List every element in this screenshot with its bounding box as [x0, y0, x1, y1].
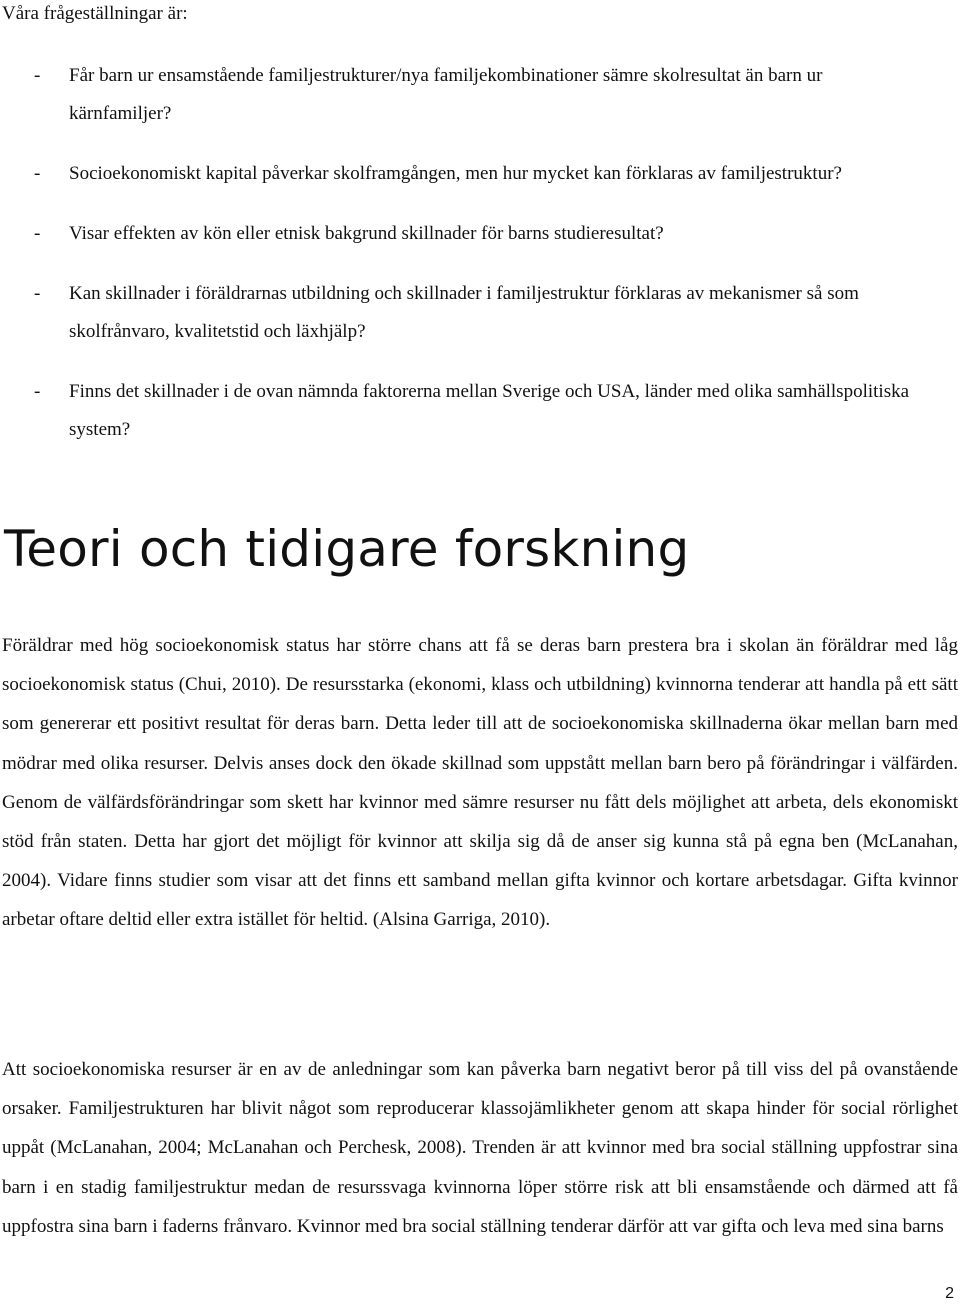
page-number: 2 — [945, 1285, 954, 1302]
list-dash: - — [34, 381, 41, 402]
list-item — [0, 215, 960, 253]
question-text: Socioekonomiskt kapital påverkar skolframgången, men hur mycket kan förklaras av familjestruktur? — [69, 163, 842, 184]
list-item — [0, 275, 960, 351]
body-paragraph: Föräldrar med hög socioekonomisk status har större chans att få se deras barn prestera bra i skolan än föräldrar med låg socioekonomisk status (Chui, 2010). De resursstarka (ekonomi, klass och utbildning) kvinnorna tenderar att handla på ett sätt som genererar ett positivt resultat för deras barn. Detta leder till att de socioekonomiska skillnaderna ökar mellan barn med mödrar med olika resurser. Delvis anses dock den ökade skillnad som uppstått mellan barn bero på förändringar i välfärden. Genom de välfärdsförändringar som skett har kvinnor med sämre resurser nu fått dels möjlighet att arbeta, dels ekonomiskt stöd från staten. Detta har gjort det möjligt för kvinnor att skilja sig då de anser sig kunna stå på egna ben (McLanahan, 2004). Vidare finns studier som visar att det finns ett samband mellan gifta kvinnor och kortare arbetsdagar. Gifta kvinnor arbetar oftare deltid eller extra istället för heltid. (Alsina Garriga, 2010). — [2, 635, 958, 931]
question-list — [0, 57, 960, 471]
section-heading: Teori och tidigare forskning — [4, 520, 690, 578]
list-dash: - — [34, 283, 41, 304]
question-text: Visar effekten av kön eller etnisk bakgrund skillnader för barns studieresultat? — [69, 223, 664, 244]
intro-text: Våra frågeställningar är: — [2, 3, 188, 24]
list-dash: - — [34, 163, 41, 184]
list-dash: - — [34, 65, 41, 86]
list-item — [0, 373, 960, 449]
question-text: Kan skillnader i föräldrarnas utbildning och skillnader i familjestruktur förklaras av mekanismer så som skolfrånvaro, kvalitetstid och läxhjälp? — [69, 283, 859, 342]
question-text: Finns det skillnader i de ovan nämnda faktorerna mellan Sverige och USA, länder med olika samhällspolitiska system? — [69, 381, 910, 440]
list-item — [0, 57, 960, 133]
list-dash: - — [34, 223, 41, 244]
question-text: Får barn ur ensamstående familjestrukturer/nya familjekombinationer sämre skolresultat än barn ur kärnfamiljer? — [69, 65, 823, 124]
list-item — [0, 155, 960, 193]
body-paragraph: Att socioekonomiska resurser är en av de anledningar som kan påverka barn negativt beror på till viss del på ovanstående orsaker. Familjestrukturen har blivit något som reproducerar klassojämlikheter genom att skapa hinder för social rörlighet uppåt (McLanahan, 2004; McLanahan och Perchesk, 2008). Trenden är att kvinnor med bra social ställning uppfostrar sina barn i en stadig familjestruktur medan de resurssvaga kvinnorna löper större risk att bli ensamstående och därmed att få uppfostra sina barn i faderns frånvaro. Kvinnor med bra social ställning tenderar därför att var gifta och leva med sina barns — [2, 1059, 958, 1237]
